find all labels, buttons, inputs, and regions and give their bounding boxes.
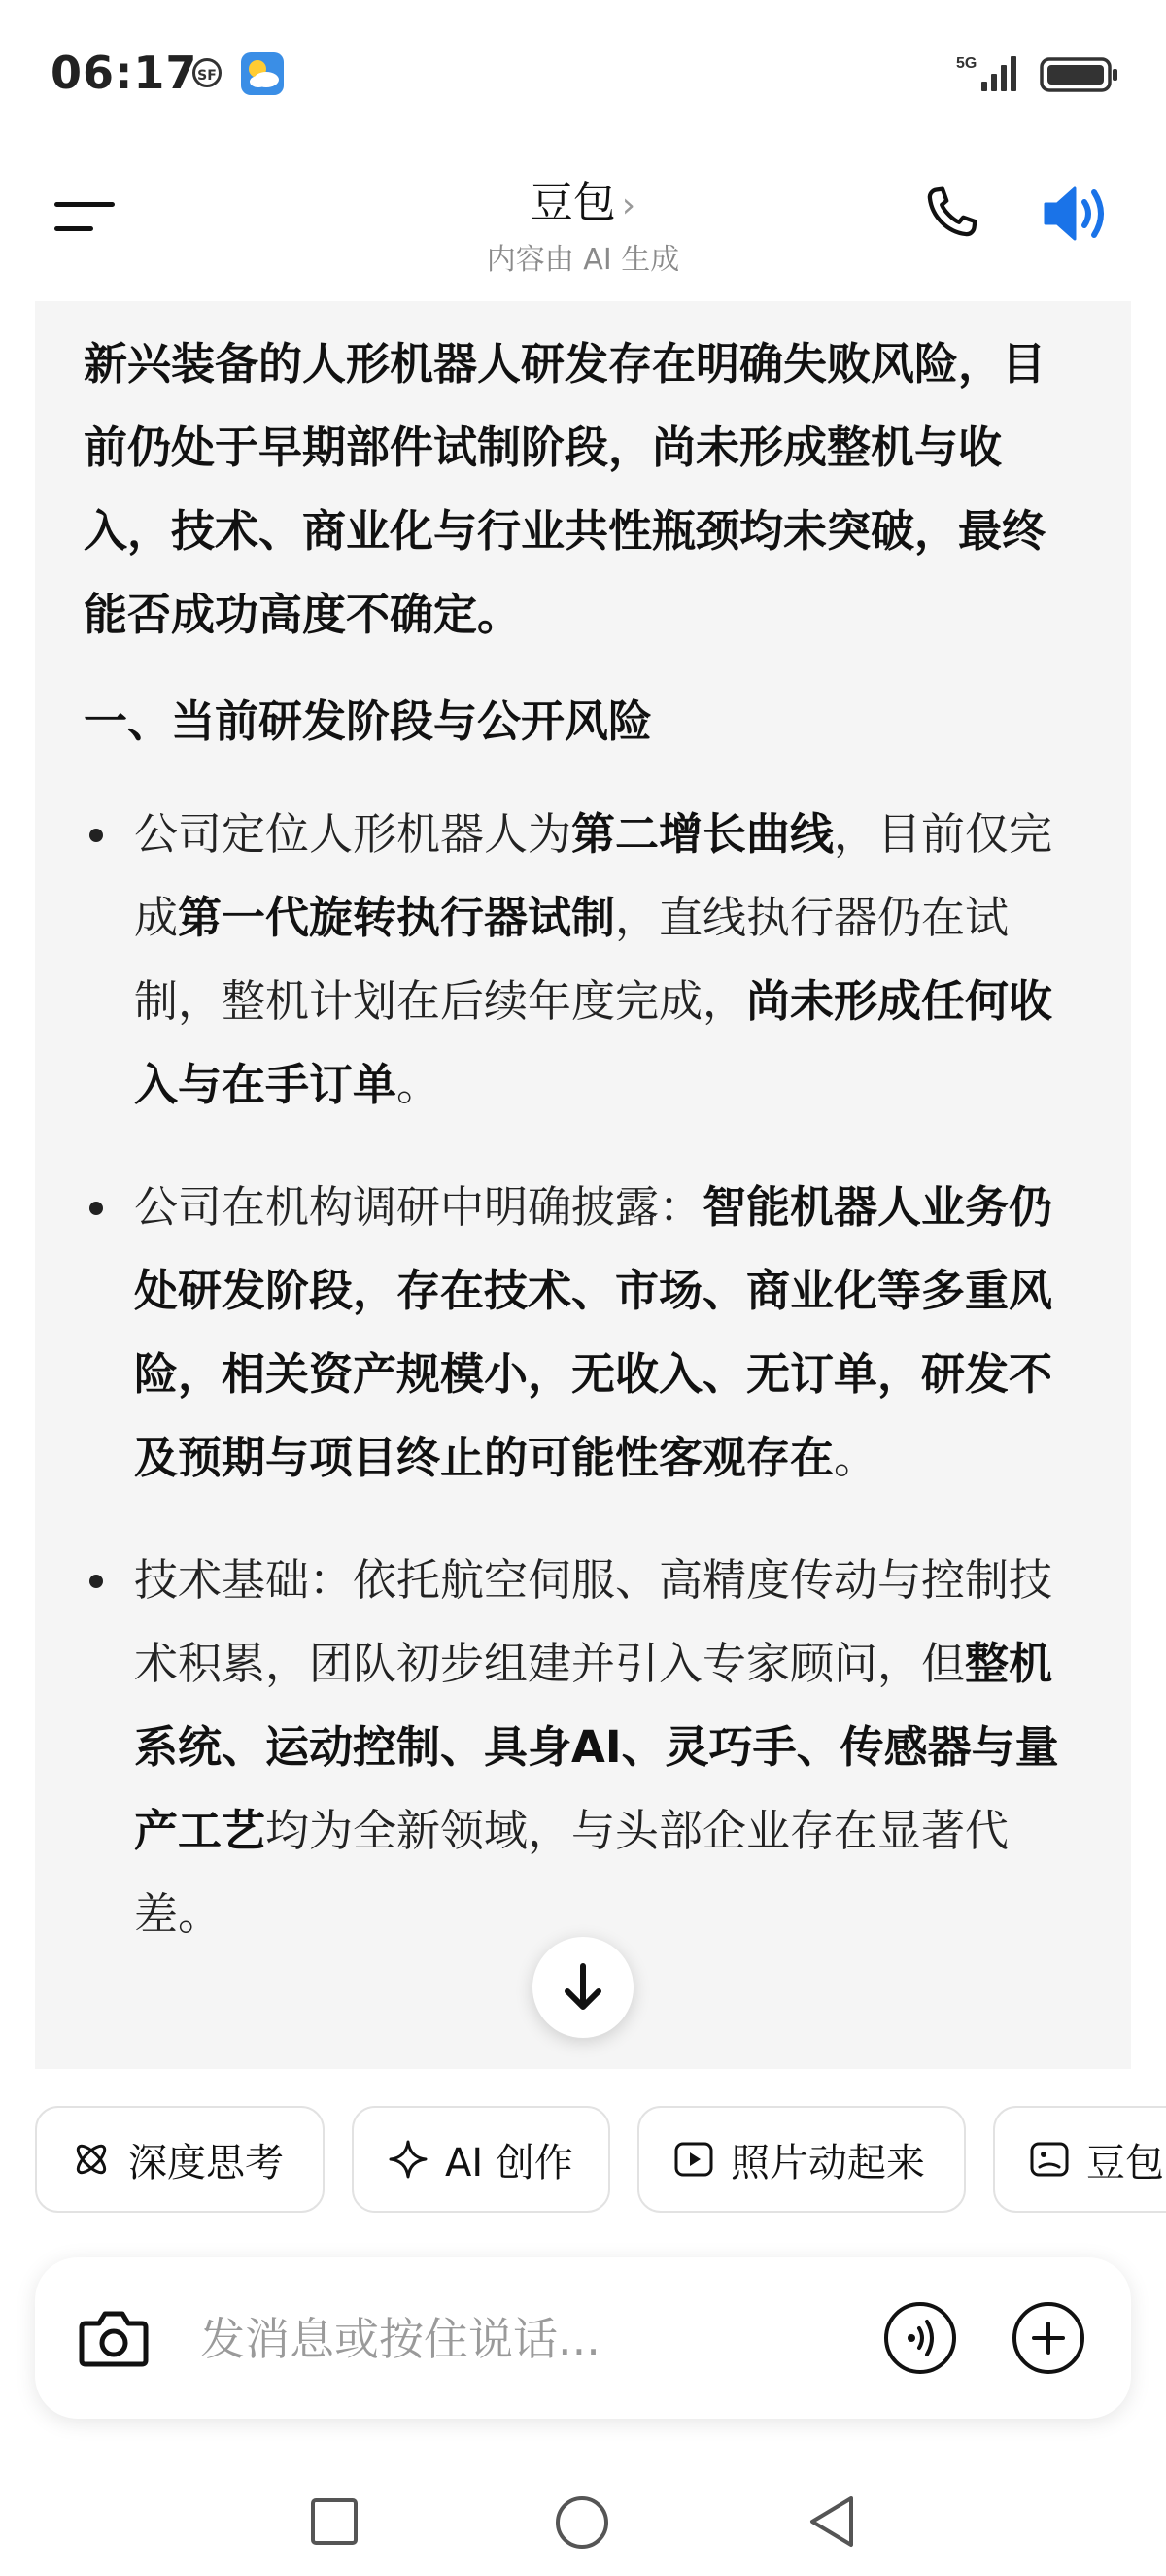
section-heading: 一、当前研发阶段与公开风险	[84, 695, 653, 747]
camera-icon[interactable]	[78, 2304, 150, 2372]
chip-animate-photo[interactable]: 照片动起来	[637, 2106, 966, 2213]
phone-icon[interactable]	[919, 183, 981, 245]
weather-icon	[241, 52, 284, 95]
recents-icon[interactable]	[309, 2496, 360, 2547]
image-icon	[1028, 2138, 1071, 2181]
bullet-list	[84, 793, 1080, 1956]
list-item: 公司定位人形机器人为第二增长曲线，目前仅完成第一代旋转执行器试制，直线执行器仍在试制，整机计划在后续年度完成，尚未形成任何收入与在手订单。	[84, 793, 1080, 1127]
atom-icon	[70, 2138, 113, 2181]
voice-icon[interactable]	[882, 2300, 958, 2376]
chip-ai-create[interactable]: AI 创作	[352, 2106, 610, 2213]
status-time: 06:17	[51, 47, 198, 99]
suggestion-chips	[0, 2106, 1166, 2215]
plus-icon[interactable]	[1011, 2300, 1086, 2376]
arrow-down-icon	[532, 1937, 634, 2038]
chat-title: 豆包	[530, 178, 616, 227]
speaker-icon[interactable]	[1042, 181, 1115, 247]
sf-icon: SF	[192, 58, 222, 87]
composer	[35, 2257, 1131, 2419]
chat-title-group[interactable]	[389, 167, 777, 278]
scroll-to-bottom-button[interactable]	[532, 1937, 634, 2038]
list-item: 技术基础：依托航空伺服、高精度传动与控制技术积累，团队初步组建并引入专家顾问，但整机系统、运动控制、具身AI、灵巧手、传感器与量产工艺均为全新领域，与头部企业存在显著代差。	[84, 1539, 1080, 1956]
chat-header	[0, 155, 1166, 277]
battery-icon	[1040, 56, 1119, 93]
status-bar	[0, 0, 1166, 146]
network-label: 5G	[956, 55, 977, 72]
play-icon	[672, 2138, 715, 2181]
back-icon[interactable]	[805, 2492, 857, 2551]
menu-icon[interactable]	[54, 194, 117, 239]
list-item: 公司在机构调研中明确披露：智能机器人业务仍处研发阶段，存在技术、市场、商业化等多重风险，相关资产规模小，无收入、无订单，研发不及预期与项目终止的可能性客观存在。	[84, 1166, 1080, 1500]
signal-icon	[956, 51, 1024, 95]
message-input[interactable]	[198, 2296, 863, 2382]
ai-generated-notice: 内容由 AI 生成	[486, 243, 680, 277]
chip-deep-thinking[interactable]: 深度思考	[35, 2106, 325, 2213]
ai-message	[35, 301, 1131, 2069]
chevron-right-icon: ›	[621, 186, 636, 225]
home-icon[interactable]	[554, 2494, 610, 2551]
message-lead: 新兴装备的人形机器人研发存在明确失败风险，目前仍处于早期部件试制阶段，尚未形成整机与收入，技术、商业化与行业共性瓶颈均未突破，最终能否成功高度不确定。	[84, 338, 1046, 640]
sparkle-icon	[387, 2138, 429, 2181]
chip-doubao[interactable]: 豆包	[993, 2106, 1166, 2213]
system-nav-bar	[0, 2467, 1166, 2576]
